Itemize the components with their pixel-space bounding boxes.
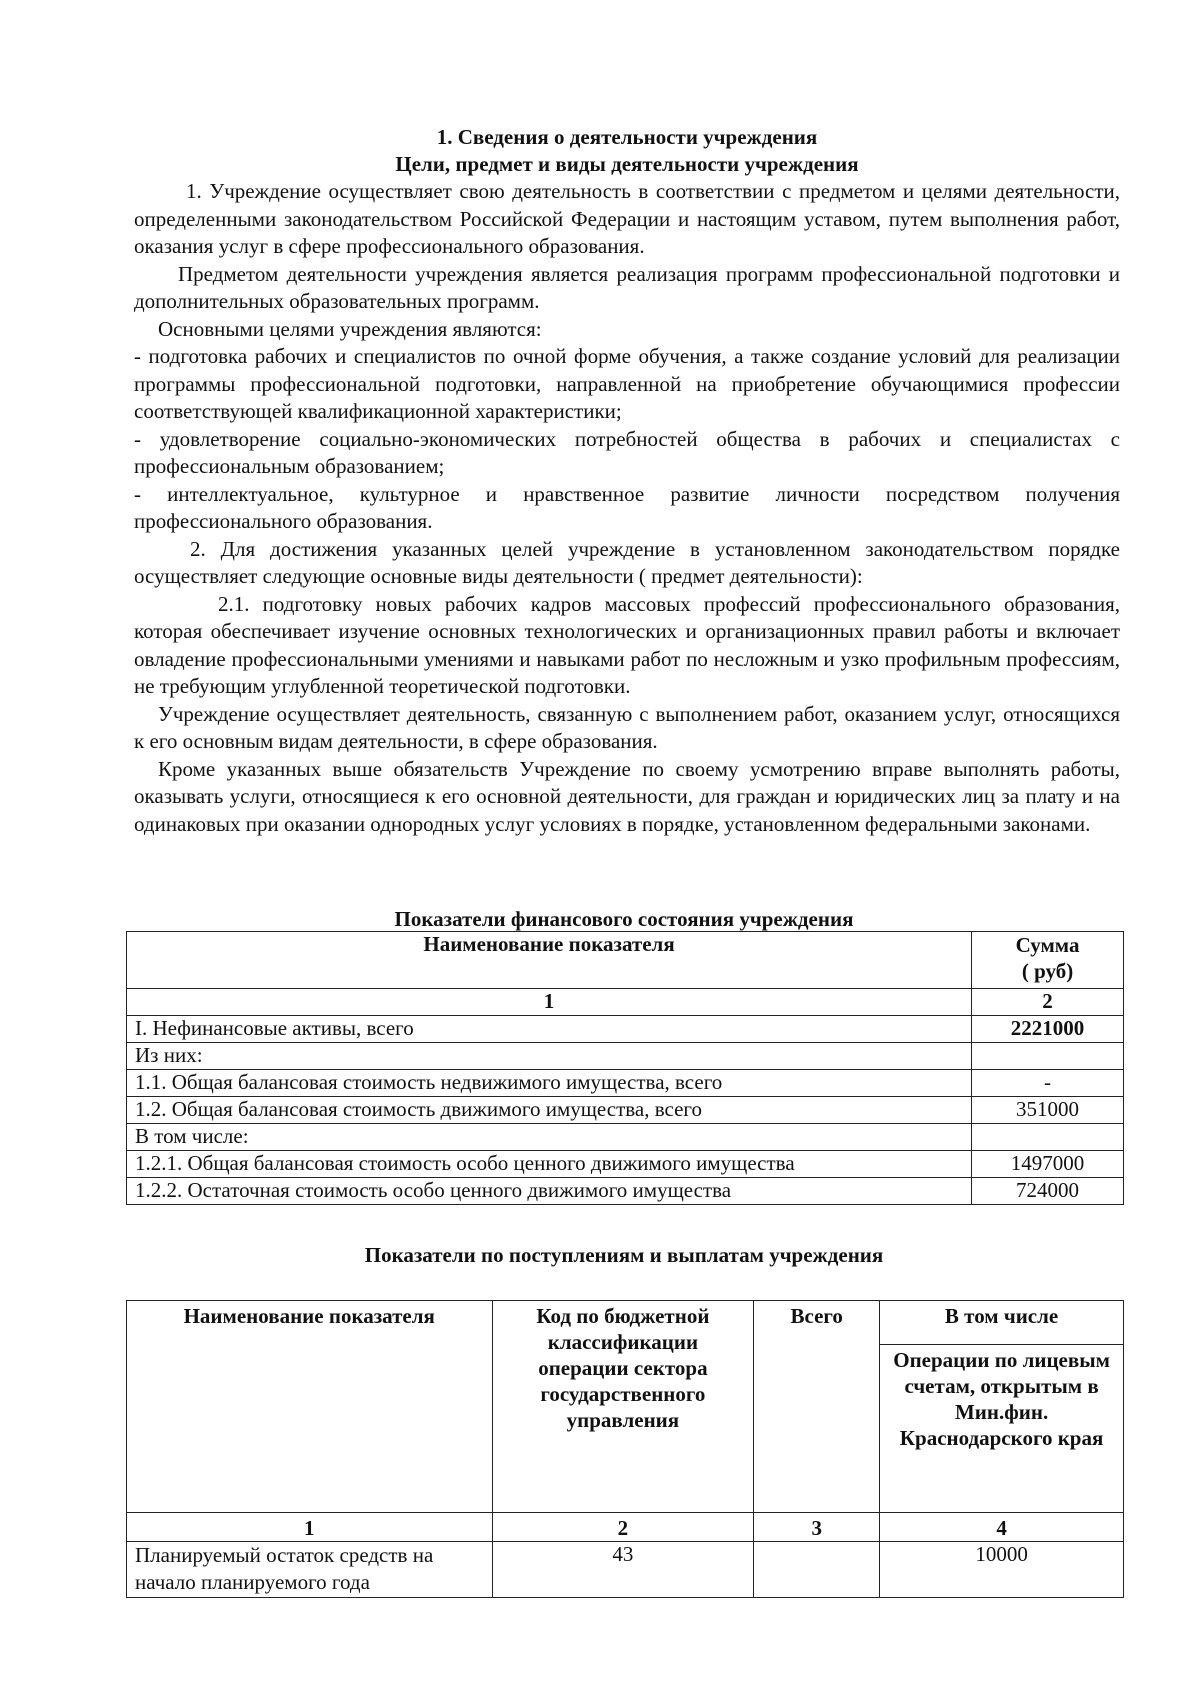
payments-header-name: Наименование показателя [127,1301,493,1513]
row-value: 351000 [972,1097,1124,1124]
payments-colnum-3: 3 [754,1513,880,1542]
row-label: 1.2.2. Остаточная стоимость особо ценного движимого имущества [127,1178,972,1205]
section-title: 1. Сведения о деятельности учреждения [436,125,818,149]
row-value: 2221000 [972,1016,1124,1043]
payments-header-including: В том числе [880,1301,1124,1345]
row-value: - [972,1070,1124,1097]
row-label: I. Нефинансовые активы, всего [127,1016,972,1043]
financial-header-name: Наименование показателя [127,932,972,989]
paragraph-4: - подготовка рабочих и специалистов по очной форме обучения, а также создание условий для реализации программы профессиональной подготовки, направленной на приобретение обучающимися профессии соответствующей квалификационной характеристики; [134,344,1120,423]
main-text [134,124,1120,838]
table-row [127,1016,1124,1043]
row-value [972,1043,1124,1070]
table-row [127,1070,1124,1097]
payments-colnum-2: 2 [492,1513,754,1542]
payments-header-total: Всего [754,1301,880,1513]
financial-table-title: Показатели финансового состояния учреждения [394,907,854,931]
row-label: В том числе: [127,1124,972,1151]
table-row [127,1043,1124,1070]
payments-header-code: Код по бюджетной классификации операции сектора государственного управления [492,1301,754,1513]
row-label: 1.2.1. Общая балансовая стоимость особо ценного движимого имущества [127,1151,972,1178]
table-row [127,1097,1124,1124]
payments-colnum-4: 4 [880,1513,1124,1542]
payments-table-title: Показатели по поступлениям и выплатам учреждения [364,1243,884,1267]
table-row [127,1542,1124,1598]
row-code: 43 [492,1542,754,1598]
paragraph-8: 2.1. подготовку новых рабочих кадров массовых профессий профессионального образования, которая обеспечивает изучение основных технологических и организационных правил работы и включает овладение профессиональными умениями и навыками работ по несложным и узко профильным профессиям, не требующим углубленной теоретической подготовки. [134,591,1120,698]
row-value [972,1124,1124,1151]
table-row [127,1178,1124,1205]
financial-header-sum: Сумма ( руб) [972,932,1124,989]
row-label: 1.2. Общая балансовая стоимость движимого имущества, всего [127,1097,972,1124]
payments-colnum-1: 1 [127,1513,493,1542]
financial-colnum-2: 2 [972,989,1124,1016]
paragraph-9: Учреждение осуществляет деятельность, связанную с выполнением работ, оказанием услуг, относящихся к его основным видам деятельности, в сфере образования. [134,701,1120,753]
row-label: 1.1. Общая балансовая стоимость недвижимого имущества, всего [127,1070,972,1097]
paragraph-1: 1. Учреждение осуществляет свою деятельность в соответствии с предметом и целями деятельности, определенными законодательством Российской Федерации и настоящим уставом, путем выполнения работ, оказания услуг в сфере профессионального образования. [134,179,1120,258]
payments-header-ops: Операции по лицевым счетам, открытым в Мин.фин. Краснодарского края [880,1345,1124,1513]
row-label: Планируемый остаток средств на начало планируемого года [127,1542,493,1598]
row-value: 1497000 [972,1151,1124,1178]
paragraph-2: Предметом деятельности учреждения является реализация программ профессиональной подготовки и дополнительных образовательных программ. [134,261,1120,313]
paragraph-7: 2. Для достижения указанных целей учреждение в установленном законодательством порядке осуществляет следующие основные виды деятельности ( предмет деятельности): [134,536,1120,588]
payments-table [126,1300,1124,1598]
section-subtitle: Цели, предмет и виды деятельности учреждения [395,152,859,176]
paragraph-10: Кроме указанных выше обязательств Учреждение по своему усмотрению вправе выполнять работы, оказывать услуги, относящиеся к его основной деятельности, для граждан и юридических лиц за плату и на одинаковых при оказании однородных услуг условиях в порядке, установленном федеральными законами. [134,756,1120,836]
row-ops: 10000 [880,1542,1124,1598]
paragraph-5: - удовлетворение социально-экономических потребностей общества в рабочих и специалистах с профессиональным образованием; [134,426,1120,478]
paragraph-3: Основными целями учреждения являются: [158,316,542,341]
financial-table [126,931,1124,1205]
financial-colnum-1: 1 [127,989,972,1016]
table-row [127,1151,1124,1178]
table-row [127,1124,1124,1151]
row-value: 724000 [972,1178,1124,1205]
row-label: Из них: [127,1043,972,1070]
row-total [754,1542,880,1598]
paragraph-6: - интеллектуальное, культурное и нравственное развитие личности посредством получения профессионального образования. [134,481,1120,533]
